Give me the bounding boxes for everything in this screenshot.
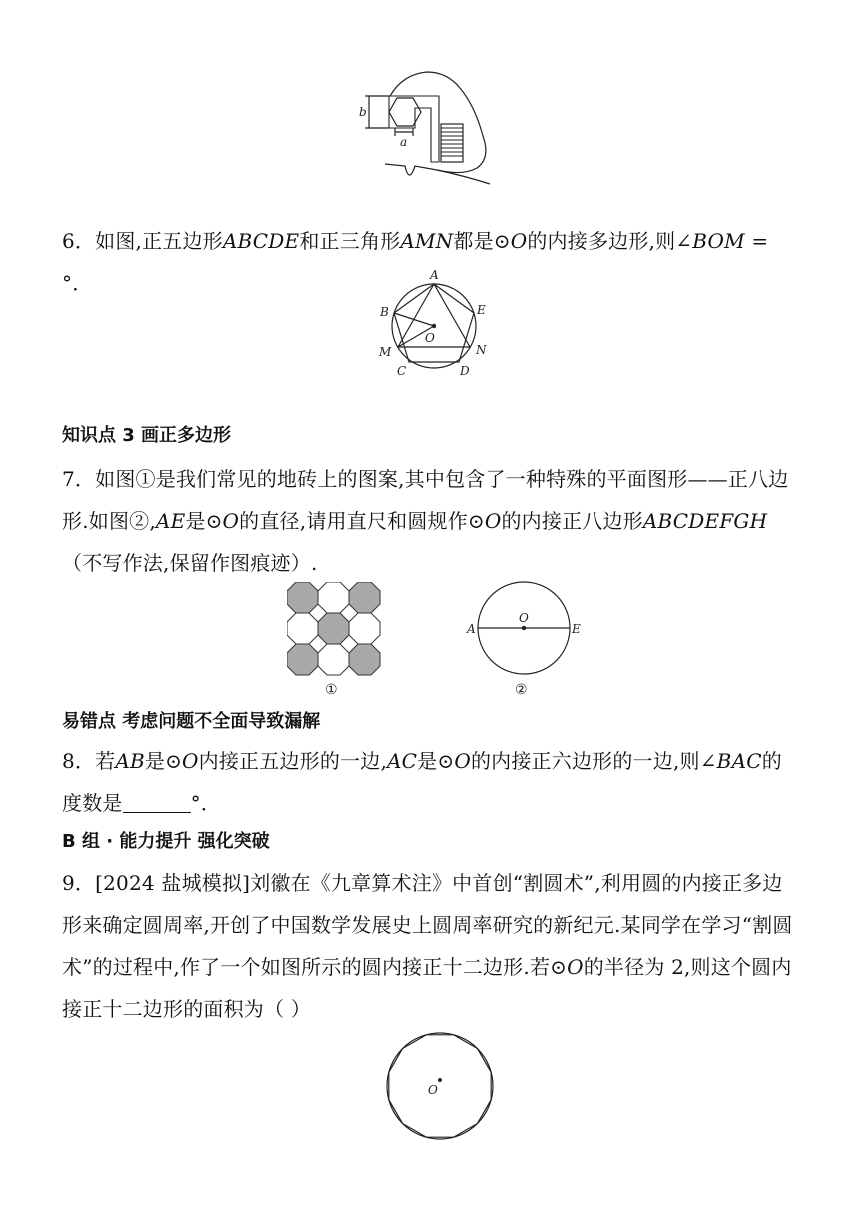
wrench-figure	[355, 66, 505, 186]
section-heading-b: B 组 · 能力提升 强化突破	[62, 831, 270, 852]
octagon-tile	[349, 613, 380, 644]
octagon-tile	[318, 644, 349, 675]
circle-diameter-figure	[462, 578, 586, 700]
svg-text:O: O	[519, 611, 529, 625]
octagon-tile	[318, 582, 349, 613]
svg-text:D: D	[460, 364, 470, 378]
tile-pattern-figure	[287, 582, 381, 698]
svg-text:O: O	[425, 331, 435, 345]
section-heading-error: 易错点 考虑问题不全面导致漏解	[62, 711, 321, 732]
dodecagon-figure	[382, 1028, 498, 1144]
svg-text:O: O	[428, 1083, 438, 1097]
svg-text:A: A	[430, 268, 439, 282]
svg-text:N: N	[476, 343, 487, 357]
label-a: a	[400, 135, 408, 149]
question-7: 7．如图①是我们常见的地砖上的图案,其中包含了一种特殊的平面图形——正八边形.如图②,AE是⊙O的直径,请用直尺和圆规作⊙O的内接正八边形ABCDEFGH（不写作法,保留作图痕迹）.	[62, 467, 789, 575]
svg-text:M: M	[379, 345, 392, 359]
figure-2-caption: ②	[515, 682, 528, 698]
svg-text:E: E	[572, 622, 581, 636]
octagon-tile	[349, 644, 380, 675]
label-b: b	[359, 105, 367, 119]
octagon-tile	[349, 582, 380, 613]
svg-text:E: E	[477, 303, 486, 317]
figure-1-caption: ①	[325, 682, 338, 698]
question-9: 9．[2024 盐城模拟]刘徽在《九章算术注》中首创“割圆术”,利用圆的内接正多边形来确定圆周率,开创了中国数学发展史上圆周率研究的新纪元.某同学在学习“割圆术”的过程中,作了一个如图所示的圆内接正十二边形.若⊙O的半径为 2,则这个圆内接正十二边形的面积为（ ）	[62, 871, 793, 1021]
octagon-tile	[318, 613, 349, 644]
section-heading-3: 知识点 3 画正多边形	[62, 425, 232, 446]
octagon-tile	[287, 582, 318, 613]
octagon-tile	[287, 613, 318, 644]
svg-text:B: B	[380, 305, 389, 319]
octagon-tile	[287, 644, 318, 675]
pentagon-triangle-figure	[370, 266, 500, 382]
answer-blank[interactable]	[123, 794, 191, 813]
svg-text:A: A	[467, 622, 476, 636]
question-6: 6．如图,正五边形ABCDE和正三角形AMN都是⊙O的内接多边形,则∠BOM = °．	[62, 229, 769, 295]
question-8: 8．若AB是⊙O内接正五边形的一边,AC是⊙O的内接正六边形的一边,则∠BAC的度数是 °．	[62, 749, 782, 815]
svg-text:C: C	[397, 364, 407, 378]
